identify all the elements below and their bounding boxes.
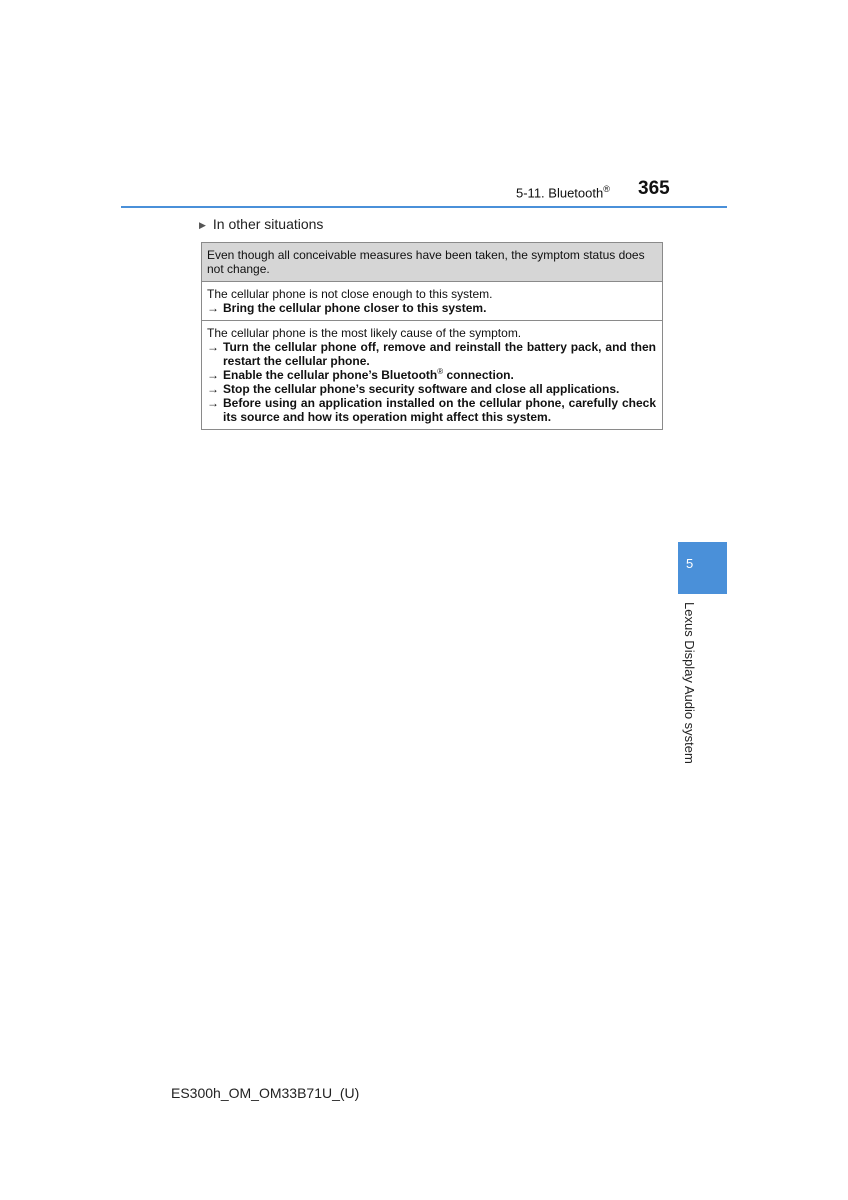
symptom-table <box>201 242 663 430</box>
chapter-number: 5 <box>686 556 694 571</box>
cause-text: The cellular phone is the most likely cause of the symptom. <box>207 326 522 340</box>
triangle-bullet-icon: ▶ <box>199 220 206 230</box>
arrow-right-icon: → <box>207 382 219 396</box>
action-text: Bring the cellular phone closer to this system. <box>223 301 487 315</box>
section-label: 5-11. Bluetooth <box>516 185 604 201</box>
action-item <box>207 382 656 396</box>
registered-mark: ® <box>603 184 610 194</box>
page-number: 365 <box>638 178 670 199</box>
table-row <box>202 321 663 430</box>
arrow-right-icon: → <box>207 396 219 410</box>
action-text: Turn the cellular phone off, remove and reinstall the battery pack, and then restart the cellular phone. <box>223 340 656 368</box>
cause-text: The cellular phone is not close enough to this system. <box>207 287 493 301</box>
action-text: Stop the cellular phone’s security software and close all applications. <box>223 382 620 396</box>
action-item <box>207 301 656 315</box>
action-item <box>207 368 656 382</box>
table-row <box>202 282 663 321</box>
registered-mark: ® <box>437 367 444 376</box>
symptom-header-cell: Even though all conceivable measures have been taken, the symptom status does not change. <box>202 243 663 282</box>
chapter-tab <box>678 542 727 594</box>
action-text-main: Enable the cellular phone’s Bluetooth <box>223 368 438 382</box>
arrow-right-icon: → <box>207 301 219 315</box>
action-text <box>223 368 656 382</box>
arrow-right-icon: → <box>207 340 219 354</box>
running-header-section <box>516 184 610 200</box>
action-item <box>207 396 656 424</box>
section-heading <box>199 216 323 232</box>
header-rule <box>121 206 727 208</box>
footer-code: ES300h_OM_OM33B71U_(U) <box>171 1085 360 1101</box>
arrow-right-icon: → <box>207 368 219 382</box>
table-header-row <box>202 243 663 282</box>
action-item <box>207 340 656 368</box>
chapter-title: Lexus Display Audio system <box>682 602 697 764</box>
action-text-suffix: connection. <box>443 368 514 382</box>
table-cell <box>202 321 663 430</box>
section-heading-text: In other situations <box>212 216 324 232</box>
table-cell <box>202 282 663 321</box>
action-text: Before using an application installed on the cellular phone, carefully check its source and how its operation might affect this system. <box>223 396 656 424</box>
